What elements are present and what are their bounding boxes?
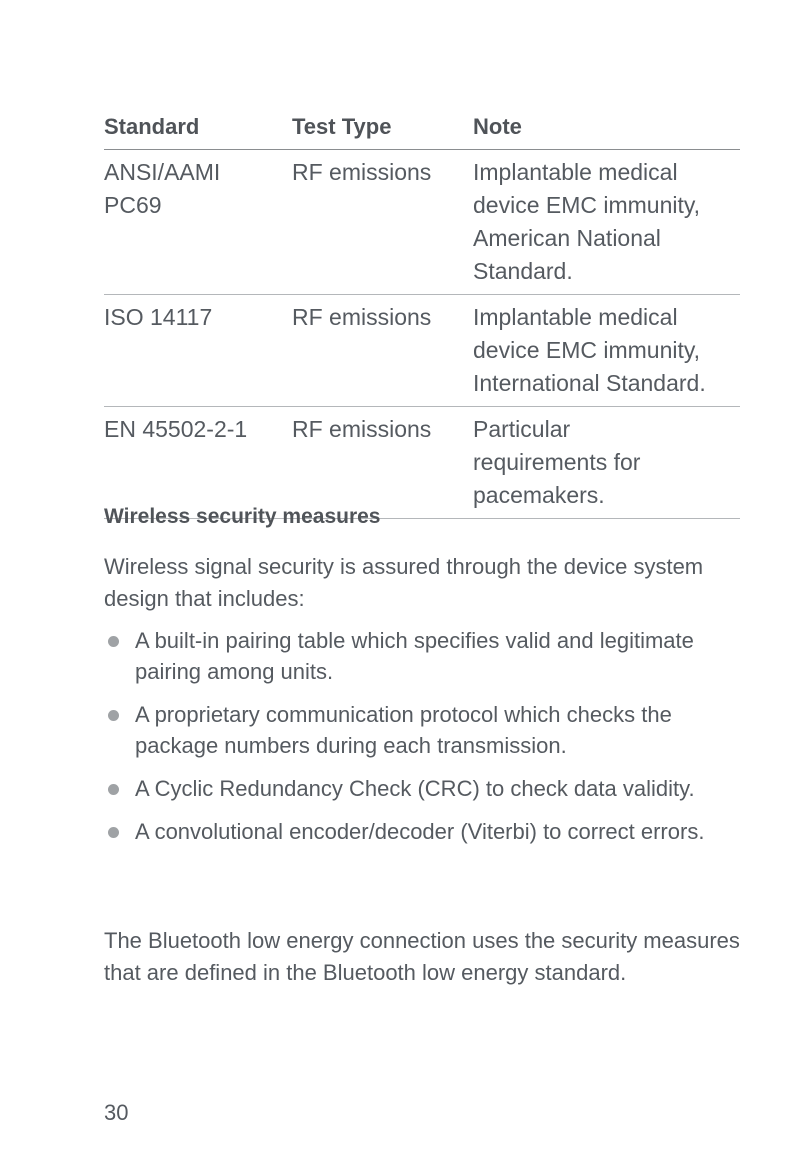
header-standard: Standard <box>104 106 292 150</box>
table-row <box>104 295 740 407</box>
cell-note: Particular requirements for pacemakers. <box>473 407 740 519</box>
bullet-icon <box>108 827 119 838</box>
cell-standard: EN 45502-2-1 <box>104 407 292 519</box>
list-item-text: A built-in pairing table which specifies valid and legitimate pairing among units. <box>135 628 694 684</box>
bullet-icon <box>108 710 119 721</box>
cell-test-type: RF emissions <box>292 295 473 407</box>
cell-standard: ANSI/AAMI PC69 <box>104 150 292 295</box>
list-item-text: A proprietary communication protocol which checks the package numbers during each transmission. <box>135 702 672 758</box>
bullet-icon <box>108 784 119 795</box>
list-item-text: A convolutional encoder/decoder (Viterbi) to correct errors. <box>135 819 705 844</box>
list-item-text: A Cyclic Redundancy Check (CRC) to check data validity. <box>135 776 695 801</box>
cell-test-type: RF emissions <box>292 150 473 295</box>
security-measures-list <box>104 625 740 859</box>
table-row <box>104 150 740 295</box>
header-test-type: Test Type <box>292 106 473 150</box>
page-number: 30 <box>104 1100 129 1125</box>
table-header-row <box>104 106 740 150</box>
cell-standard: ISO 14117 <box>104 295 292 407</box>
list-item <box>104 625 740 687</box>
section-intro: Wireless signal security is assured through the device system design that includes: <box>104 554 704 611</box>
standards-table <box>104 106 740 519</box>
cell-note: Implantable medical device EMC immunity, International Standard. <box>473 295 740 407</box>
list-item <box>104 699 740 761</box>
list-item <box>104 773 740 804</box>
list-item <box>104 816 740 847</box>
bullet-icon <box>108 636 119 647</box>
closing-paragraph: The Bluetooth low energy connection uses the security measures that are defined in the Bluetooth low energy standard. <box>104 928 740 985</box>
section-title: Wireless security measures <box>104 505 381 528</box>
table-row <box>104 407 740 519</box>
cell-note: Implantable medical device EMC immunity, American National Standard. <box>473 150 740 295</box>
cell-test-type: RF emissions <box>292 407 473 519</box>
header-note: Note <box>473 106 740 150</box>
